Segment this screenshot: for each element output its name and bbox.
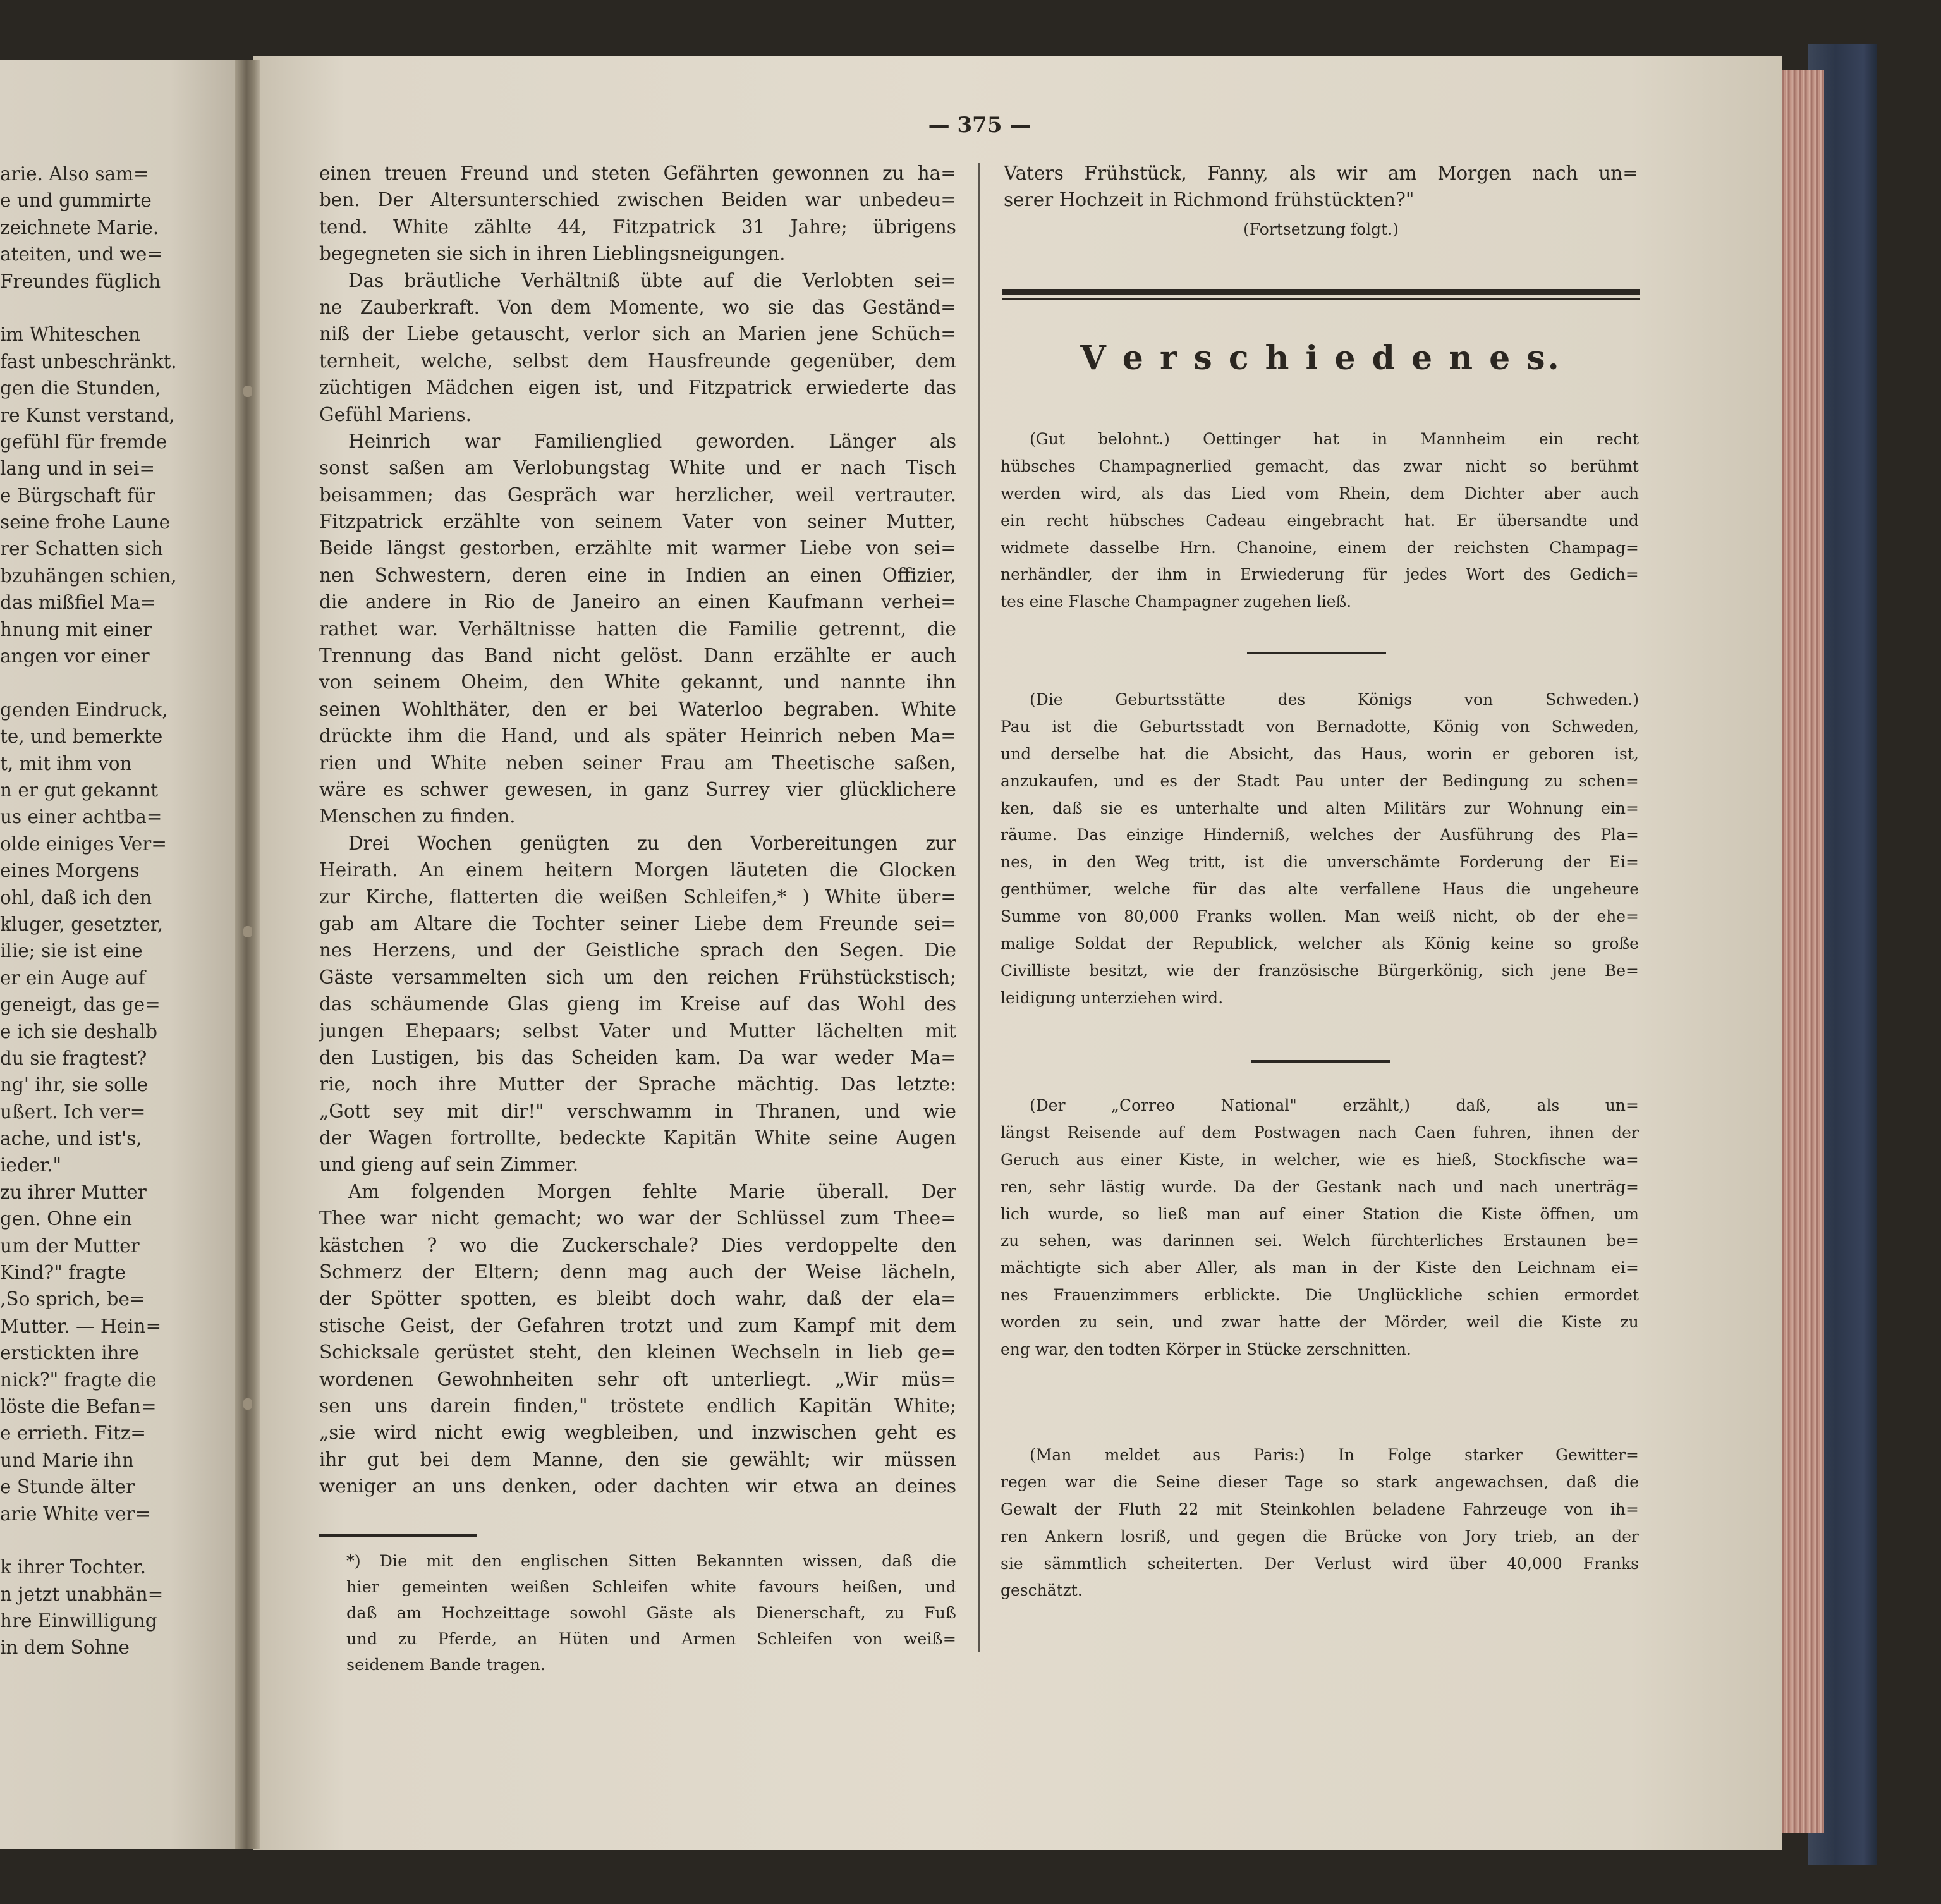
news-line: Pau ist die Geburtsstadt von Bernadotte, König von Schweden, [1001,717,1639,736]
column-divider [978,163,980,1652]
news-item [1001,1442,1639,1604]
left-column-line: Kind?" fragte [0,1262,126,1284]
story-column [319,160,956,1500]
story-line: rien und White neben seiner Frau am Theetische saßen, [319,752,956,774]
left-column-line: k ihrer Tochter. [0,1556,146,1578]
news-line: ren, sehr lästig wurde. Da der Gestank nach und nach unerträg= [1001,1177,1639,1196]
left-column-line: zu ihrer Mutter [0,1181,147,1203]
left-column-line: Freundes füglich [0,270,161,292]
news-line: nes Frauenzimmers erblickte. Die Unglückliche schien ermordet [1001,1286,1639,1305]
binding-stitch [243,386,252,397]
news-item [1001,426,1639,616]
story-line: ben. Der Altersunterschied zwischen Beiden war unbedeu= [319,189,956,211]
story-line: Heirath. An einem heitern Morgen läuteten die Glocken [319,859,956,881]
left-column-line: bzuhängen schien, [0,564,177,587]
story-line: nen Schwestern, deren eine in Indien an einen Offizier, [319,564,956,586]
left-column-line: löste die Befan= [0,1395,157,1417]
news-line: geschätzt. [1001,1581,1083,1600]
left-column-line: e errieth. Fitz= [0,1422,147,1444]
left-column-line: im Whiteschen [0,324,140,346]
news-line: und derselbe hat die Absicht, das Haus, worin er geboren ist, [1001,744,1639,763]
news-line: mächtigte sich aber Aller, als man in der Kiste den Leichnam ei= [1001,1259,1639,1278]
left-page-text-column [0,161,188,1661]
footnote-rule [319,1534,477,1537]
footnote-line: und zu Pferde, an Hüten und Armen Schleifen von weiß= [346,1630,956,1649]
news-line: Civilliste besitzt, wie der französische Bürgerkönig, sich jene Be= [1001,961,1639,980]
story-line: Vaters Frühstück, Fanny, als wir am Morgen nach un= [1004,162,1638,184]
left-column-line: fast unbeschränkt. [0,350,177,372]
story-line: Menschen zu finden. [319,805,516,827]
story-line: Das bräutliche Verhältniß übte auf die Verlobten sei= [348,269,956,291]
news-line: sie sämmtlich scheiterten. Der Verlust wird über 40,000 Franks [1001,1554,1639,1573]
left-column-line: gen die Stunden, [0,377,161,400]
left-column-line: um der Mutter [0,1235,140,1257]
left-column-line: us einer achtba= [0,806,162,828]
footnote-line: *) Die mit den englischen Sitten Bekannten wissen, daß die [346,1552,956,1571]
left-column-line: in dem Sohne [0,1637,130,1659]
story-line: ternheit, welche, selbst dem Hausfreunde gegenüber, dem [319,350,956,372]
left-column-line: e Bürgschaft für [0,484,155,506]
news-line: lich wurde, so ließ man auf einer Station die Kiste öffnen, um [1001,1204,1639,1223]
left-column-line [0,295,188,321]
left-column-line: ,So sprich, be= [0,1288,145,1310]
left-column-line: genden Eindruck, [0,699,168,721]
left-column-line: n jetzt unabhän= [0,1583,164,1605]
story-line: züchtigen Mädchen eigen ist, und Fitzpatrick erwiederte das [319,377,956,399]
news-line: anzukaufen, und es der Stadt Pau unter der Bedingung zu schen= [1001,771,1639,790]
left-column-line: lang und in sei= [0,458,155,480]
story-line: die andere in Rio de Janeiro an einen Kaufmann verhei= [319,591,956,613]
story-line: Fitzpatrick erzählte von seinem Vater von seiner Mutter, [319,511,956,533]
left-column-line: angen vor einer [0,645,150,668]
left-column-line: eines Morgens [0,860,140,882]
story-line: sonst saßen am Verlobungstag White und er nach Tisch [319,457,956,479]
story-line: Am folgenden Morgen fehlte Marie überall. Der [348,1180,956,1202]
story-line: kästchen ? wo die Zuckerschale? Dies verdoppelte den [319,1234,956,1256]
story-line: begegneten sie sich in ihren Lieblingsneigungen. [319,243,786,265]
story-line: zur Kirche, flatterten die weißen Schleifen,* ) White über= [319,886,956,908]
news-line: nes, in den Weg tritt, ist die unverschämte Forderung der Ei= [1001,853,1639,872]
left-column-line: e ich sie deshalb [0,1020,157,1042]
left-column-line: re Kunst verstand, [0,404,175,426]
binding-stitch [243,1398,252,1410]
footnote-line: daß am Hochzeittage sowohl Gäste als Dienerschaft, zu Fuß [346,1604,956,1623]
news-line: (Die Geburtsstätte des Königs von Schweden.) [1030,690,1639,709]
left-column-line: seine frohe Laune [0,511,171,534]
left-column-line: geneigt, das ge= [0,994,161,1016]
news-line: räume. Das einzige Hinderniß, welches der Ausführung des Pla= [1001,826,1639,845]
left-column-line: Mutter. — Hein= [0,1315,162,1337]
news-line: zu sehen, was darinnen sei. Welch fürchterliches Erstaunen be= [1001,1231,1639,1250]
left-column-line: ateiten, und we= [0,243,163,265]
news-line: widmete dasselbe Hrn. Chanoine, einem der reichsten Champag= [1001,538,1639,557]
page-number: — 375 — [928,113,1031,138]
continued-note: (Fortsetzung folgt.) [1243,220,1399,238]
story-line: beisammen; das Gespräch war herzlicher, weil vertrauter. [319,484,956,506]
news-line: malige Soldat der Republick, welcher als König keine so große [1001,934,1639,953]
story-line: der Wagen fortrollte, bedeckte Kapitän White seine Augen [319,1127,956,1149]
story-line: „sie wird nicht ewig wegbleiben, und inzwischen geht es [319,1422,956,1444]
news-line: werden wird, als das Lied vom Rhein, dem Dichter aber auch [1001,484,1639,503]
story-line: tend. White zählte 44, Fitzpatrick 31 Jahre; übrigens [319,216,956,238]
news-line: tes eine Flasche Champagner zugehen ließ. [1001,592,1352,611]
story-line: nes Herzens, und der Geistliche sprach den Segen. Die [319,939,956,961]
section-double-rule-thin [1002,298,1640,300]
left-column-line: te, und bemerkte [0,726,163,748]
item-separator [1251,1060,1390,1063]
story-line: wordenen Gewohnheiten sehr oft unterliegt. „Wir müs= [319,1368,956,1390]
footnote-line: seidenem Bande tragen. [346,1656,546,1675]
left-column-line: rer Schatten sich [0,538,163,560]
news-line: ken, daß sie es unterhalte und alten Militärs zur Wohnung ein= [1001,798,1639,817]
news-line: worden zu sein, und zwar hatte der Mörder, weil die Kiste zu [1001,1313,1639,1332]
story-line: gab am Altare die Tochter seiner Liebe dem Freunde sei= [319,912,956,934]
story-line: ne Zauberkraft. Von dem Momente, wo sie das Geständ= [319,296,956,318]
left-column-line: e Stunde älter [0,1476,135,1498]
left-column-line: gen. Ohne ein [0,1208,133,1230]
left-column-line: arie White ver= [0,1503,151,1525]
story-line: und gieng auf sein Zimmer. [319,1154,579,1176]
story-line: sen uns darein finden," tröstete endlich Kapitän White; [319,1394,956,1417]
story-line: von seinem Oheim, den White gekannt, und nannte ihn [319,671,956,693]
left-column-line: du sie fragtest? [0,1047,147,1069]
binding-stitch [243,926,252,937]
news-line: längst Reisende auf dem Postwagen nach Caen fuhren, ihnen der [1001,1123,1639,1142]
story-line: weniger an uns denken, oder dachten wir etwa an deines [319,1475,956,1498]
footnote [346,1549,956,1678]
news-line: regen war die Seine dieser Tage so stark angewachsen, daß die [1001,1472,1639,1491]
story-line: Trennung das Band nicht gelöst. Dann erzählte er auch [319,645,956,667]
news-line: Summe von 80,000 Franks wollen. Man weiß nicht, ob der ehe= [1001,907,1639,926]
story-line: Gefühl Mariens. [319,403,472,425]
story-line: „Gott sey mit dir!" verschwamm in Thranen, und wie [319,1100,956,1122]
story-line: wäre es schwer gewesen, in ganz Surrey vier glücklichere [319,778,956,800]
left-column-line: und Marie ihn [0,1449,134,1471]
story-line: Schmerz der Eltern; denn mag auch der Weise lächeln, [319,1261,956,1283]
left-column-line: e und gummirte [0,190,152,212]
story-line: Drei Wochen genügten zu den Vorbereitungen zur [348,832,956,854]
news-line: leidigung unterziehen wird. [1001,988,1224,1007]
left-column-line: er ein Auge auf [0,967,145,989]
news-line: nerhändler, der ihm in Erwiederung für jedes Wort des Gedich= [1001,565,1639,584]
story-line: Beide längst gestorben, erzählte mit warmer Liebe von sei= [319,537,956,559]
news-line: hübsches Champagnerlied gemacht, das zwar nicht so berühmt [1001,456,1639,475]
left-column-line: hre Einwilligung [0,1610,157,1632]
news-line: eng war, den todten Körper in Stücke zerschnitten. [1001,1340,1411,1359]
left-column-line: ache, und ist's, [0,1128,142,1150]
story-line: der Spötter spotten, es bleibt doch wahr, daß der ela= [319,1288,956,1310]
news-line: (Man meldet aus Paris:) In Folge starker Gewitter= [1030,1446,1639,1464]
left-column-line: ng' ihr, sie solle [0,1074,149,1096]
story-line: Thee war nicht gemacht; wo war der Schlüssel zum Thee= [319,1207,956,1230]
story-line: jungen Ehepaars; selbst Vater und Mutter lächelten mit [319,1020,956,1042]
news-line: (Gut belohnt.) Oettinger hat in Mannheim ein recht [1030,430,1639,448]
news-item [1001,1092,1639,1364]
story-line: Gäste versammelten sich um den reichen Frühstückstisch; [319,966,956,988]
left-column-line: ußert. Ich ver= [0,1101,146,1123]
story-line: den Lustigen, bis das Scheiden kam. Da war weder Ma= [319,1046,956,1068]
item-separator [1247,652,1386,654]
news-item [1001,687,1639,1012]
left-column-line: olde einiges Ver= [0,833,167,855]
left-column-line: kluger, gesetzter, [0,913,164,935]
story-line: Schicksale gerüstet steht, den kleinen Wechseln in lieb ge= [319,1341,956,1364]
story-line: einen treuen Freund und steten Gefährten gewonnen zu ha= [319,162,956,184]
left-column-line [0,1527,188,1554]
story-line: niß der Liebe getauscht, verlor sich an Marien jene Schüch= [319,323,956,345]
story-line: rie, noch ihre Mutter der Sprache mächtig. Das letzte: [319,1073,956,1095]
story-line: rathet war. Verhältnisse hatten die Familie getrennt, die [319,618,956,640]
section-title: V e r s c h i e d e n e s. [1080,339,1562,377]
story-line: das schäumende Glas gieng im Kreise auf das Wohl des [319,993,956,1015]
left-column-line: nick?" fragte die [0,1369,157,1391]
left-column-line: ieder." [0,1154,62,1176]
left-column-line: das mißfiel Ma= [0,592,156,614]
footnote-line: hier gemeinten weißen Schleifen white favours heißen, und [346,1578,956,1597]
story-line: drückte ihm die Hand, und als später Heinrich neben Ma= [319,725,956,747]
left-column-line: t, mit ihm von [0,752,132,774]
story-line: ihr gut bei dem Manne, den sie gewählt; wir müssen [319,1448,956,1470]
left-column-line [0,669,188,696]
left-column-line: arie. Also sam= [0,163,149,185]
story-line: Heinrich war Familienglied geworden. Länger als [348,430,956,452]
left-column-line: gefühl für fremde [0,430,167,453]
news-line: genthümer, welche für das alte verfallene Haus die ungeheure [1001,880,1639,899]
story-line: seinen Wohlthäter, den er bei Waterloo begraben. White [319,698,956,720]
news-line: ein recht hübsches Cadeau eingebracht hat. Er übersandte und [1001,511,1639,530]
news-line: Gewalt der Fluth 22 mit Steinkohlen beladene Fahrzeuge von ih= [1001,1499,1639,1518]
story-line: serer Hochzeit in Richmond frühstückten?" [1004,189,1415,211]
news-line: (Der „Correo National" erzählt,) daß, als un= [1030,1096,1639,1114]
news-line: ren Ankern losriß, und gegen die Brücke von Jory trieb, an der [1001,1527,1639,1546]
story-continuation [1004,160,1638,214]
book-gutter [235,60,260,1849]
section-double-rule [1002,289,1640,295]
news-line: Geruch aus einer Kiste, in welcher, wie es hieß, Stockfische wa= [1001,1150,1639,1169]
story-line: stische Geist, der Gefahren trotzt und zum Kampf mit dem [319,1314,956,1336]
left-column-line: zeichnete Marie. [0,216,159,238]
left-column-line: erstickten ihre [0,1342,140,1364]
left-column-line: ohl, daß ich den [0,886,152,908]
left-column-line: hnung mit einer [0,618,152,640]
left-column-line: n er gut gekannt [0,779,159,801]
left-column-line: ilie; sie ist eine [0,940,143,962]
